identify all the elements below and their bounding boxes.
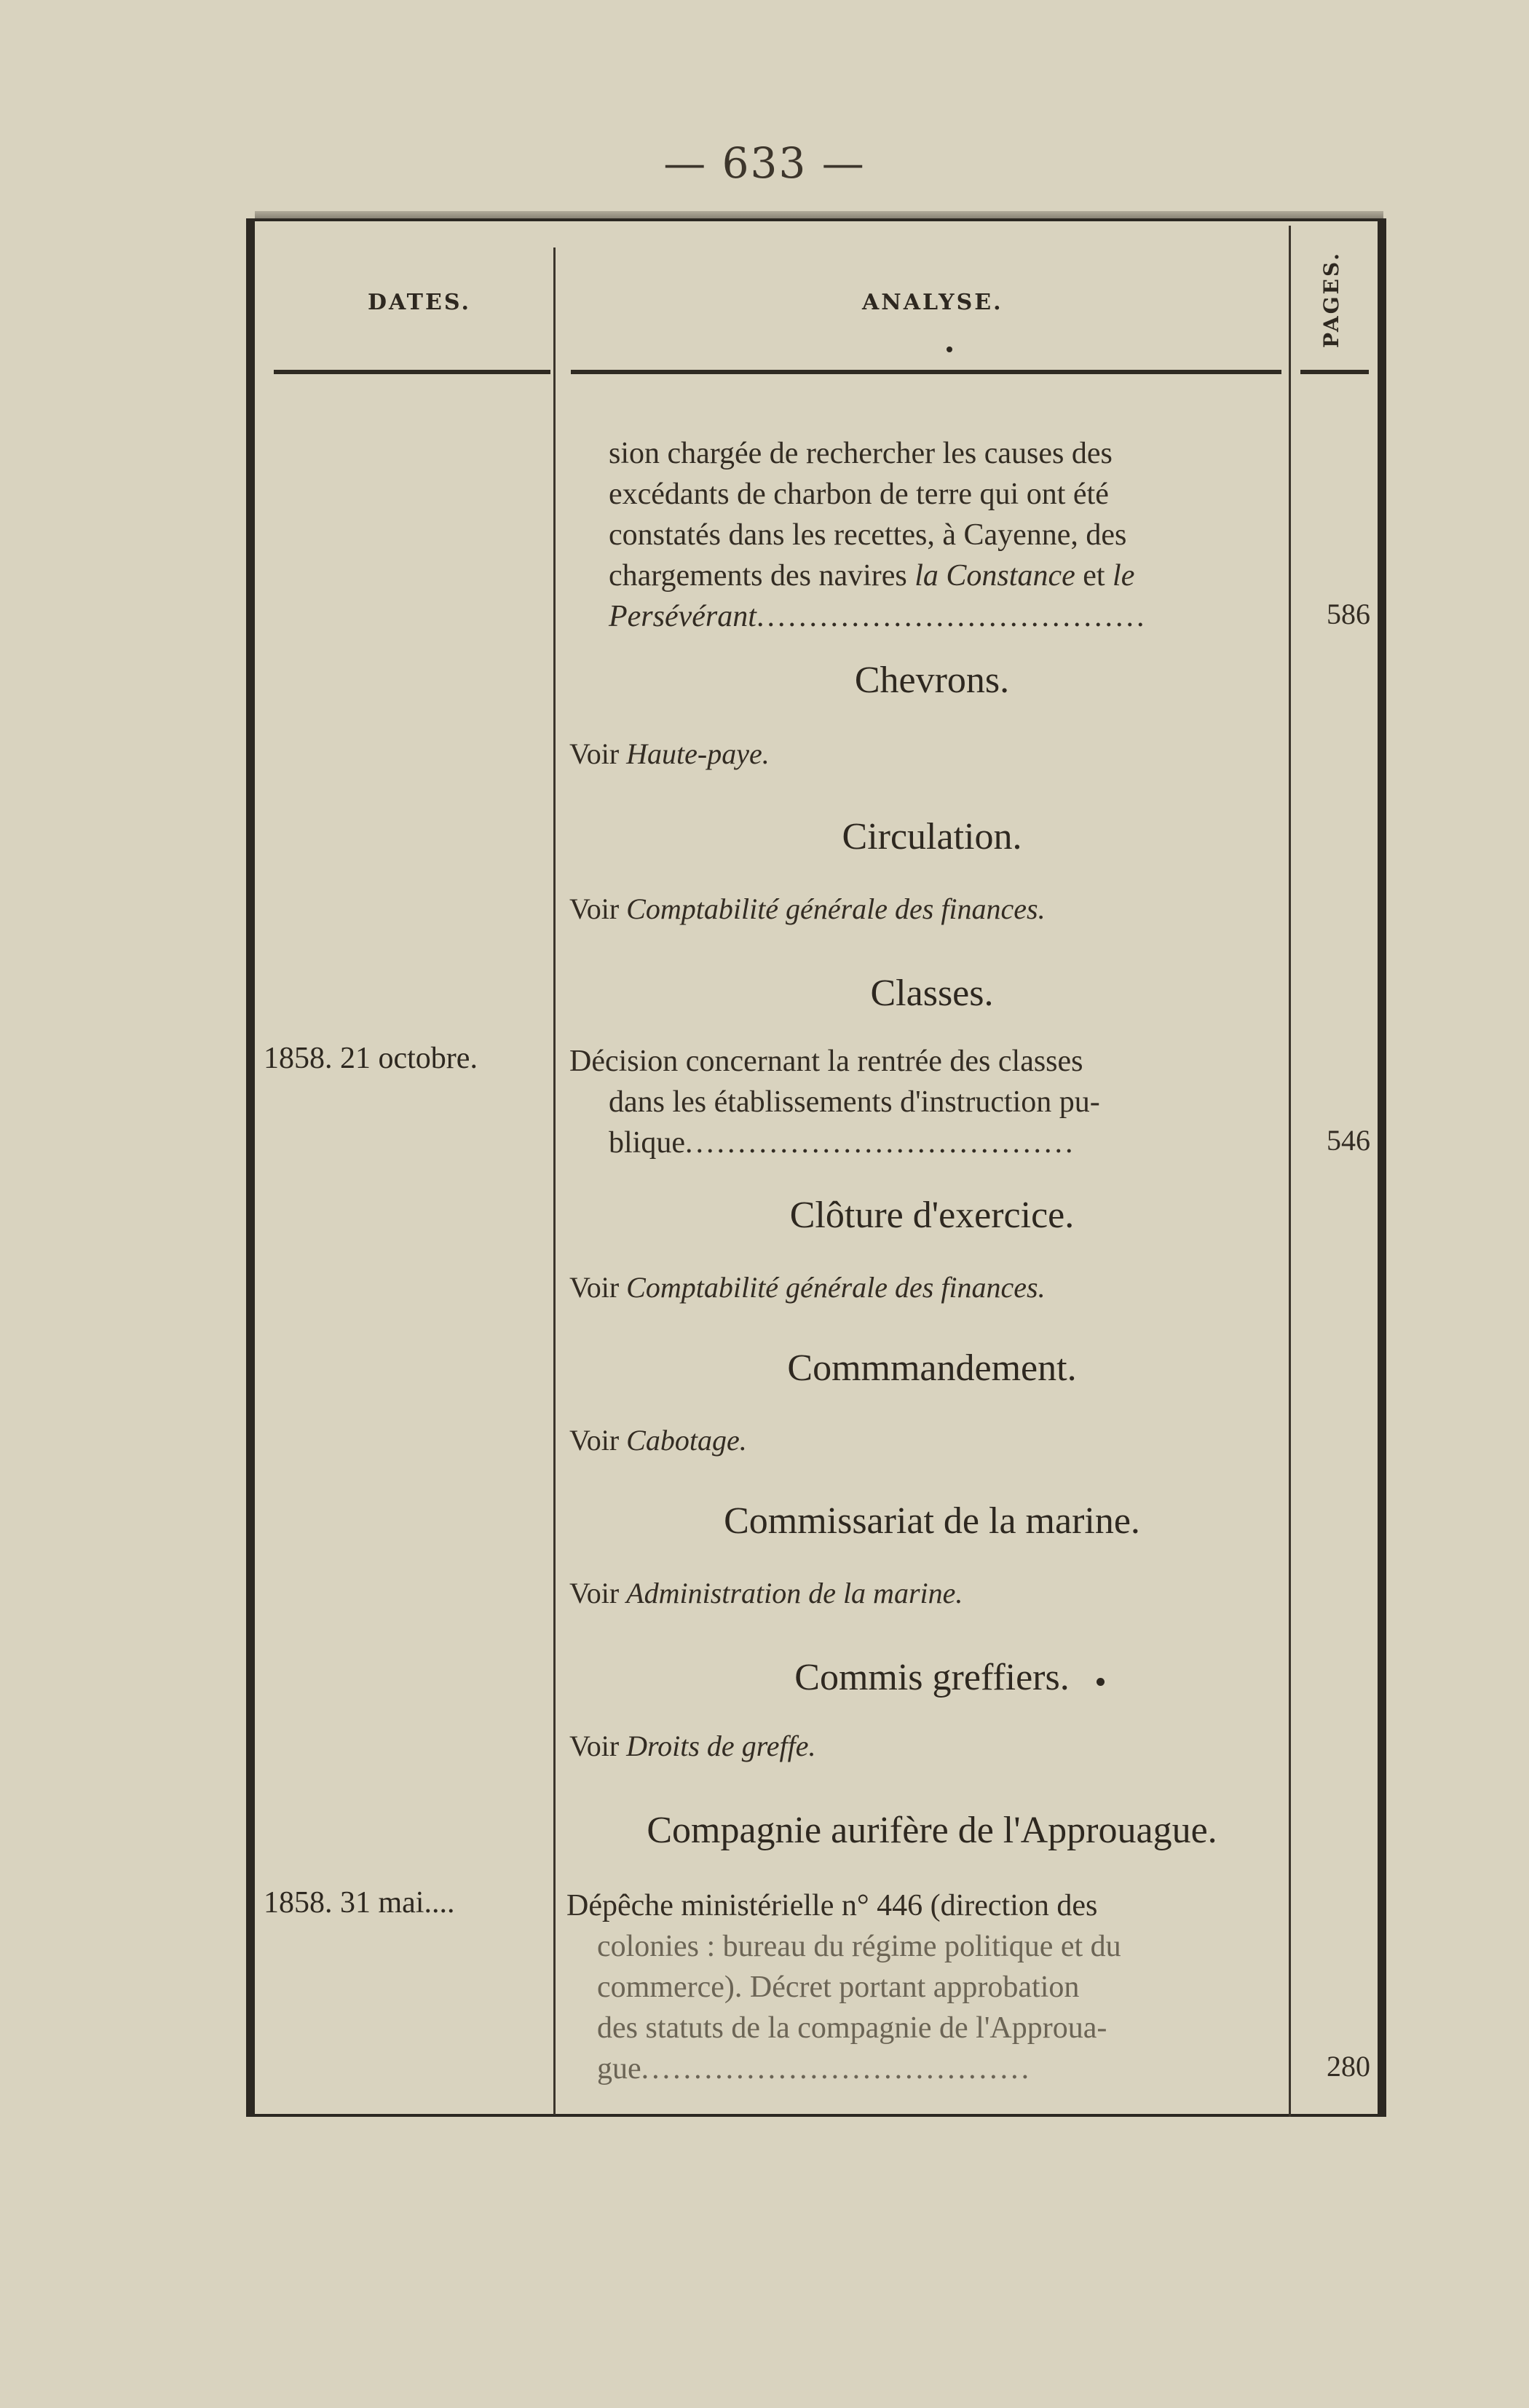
heading-greffiers: Commis greffiers. [794, 1657, 1070, 1698]
heading-cloture: Clôture d'exercice. [789, 1195, 1075, 1236]
header-rule-dates [274, 370, 550, 374]
voir-ref: Droits de greffe. [626, 1730, 816, 1762]
voir-chevrons [569, 737, 770, 771]
heading-commandement: Commmandement. [787, 1347, 1077, 1389]
approuague-page: 280 [1327, 2050, 1370, 2083]
heading-circulation: Circulation. [842, 816, 1022, 858]
voir-ref: Cabotage. [626, 1424, 747, 1457]
voir-label: Voir [569, 1424, 620, 1457]
heading-approuague: Compagnie aurifère de l'Approuague. [647, 1810, 1217, 1851]
header-dot [947, 346, 952, 352]
classes-page: 546 [1327, 1124, 1370, 1157]
carryover-page: 586 [1327, 598, 1370, 630]
leader-dots: ..................................... [641, 2052, 1032, 2086]
voir-label: Voir [569, 892, 620, 925]
carryover-line-2: excédants de charbon de terre qui ont été [609, 478, 1109, 511]
voir-label: Voir [569, 1271, 620, 1304]
approuague-line-2: colonies : bureau du régime politique et du [597, 1930, 1121, 1963]
classes-line-3-text: blique [609, 1126, 685, 1160]
leader-dots: ..................................... [756, 600, 1147, 633]
carryover-line-5 [609, 596, 1286, 637]
carryover-line-1: sion chargée de rechercher les causes des [609, 437, 1113, 470]
approuague-line-5-text: gue [597, 2052, 641, 2086]
voir-greffiers [569, 1729, 816, 1763]
voir-label: Voir [569, 1577, 620, 1609]
header-rule-pages [1300, 370, 1369, 374]
approuague-line-4: des statuts de la compagnie de l'Approua- [597, 2011, 1107, 2045]
carryover-line-4 [609, 555, 1286, 596]
heading-commissariat: Commissariat de la marine. [724, 1500, 1140, 1542]
voir-ref: Haute-paye. [626, 737, 770, 770]
classes-line-2: dans les établissements d'instruction pu- [609, 1085, 1100, 1119]
header-rule-analyse [571, 370, 1281, 374]
carryover-et: et [1083, 559, 1105, 593]
carryover-line-4-text: chargements des navires [609, 559, 907, 593]
date-classes: 1858. 21 octobre. [264, 1042, 478, 1075]
voir-ref: Comptabilité générale des finances. [626, 1271, 1046, 1304]
voir-label: Voir [569, 737, 620, 770]
voir-cloture [569, 1270, 1046, 1304]
page-number: — 633 — [663, 138, 866, 188]
header-dates: DATES. [368, 290, 471, 315]
heading-chevrons: Chevrons. [854, 660, 1010, 701]
heading-greffiers-dot [1097, 1678, 1105, 1686]
approuague-line-3: commerce). Décret portant approbation [597, 1971, 1080, 2004]
classes-line-3 [609, 1122, 1286, 1163]
approuague-line-1: Dépêche ministérielle n° 446 (direction des [566, 1889, 1098, 1922]
date-approuague: 1858. 31 mai.... [264, 1886, 455, 1920]
header-analyse: ANALYSE. [862, 290, 1003, 315]
voir-ref: Comptabilité générale des finances. [626, 892, 1046, 925]
approuague-line-5 [597, 2048, 1286, 2089]
carryover-ship-1: la Constance [914, 559, 1075, 593]
header-pages: PAGES. [1319, 251, 1343, 348]
carryover-line-3: constatés dans les recettes, à Cayenne, des [609, 518, 1127, 552]
voir-label: Voir [569, 1730, 620, 1762]
classes-line-1: Décision concernant la rentrée des classes [569, 1045, 1083, 1078]
leader-dots: ..................................... [684, 1126, 1076, 1160]
voir-commandement [569, 1423, 747, 1457]
column-divider-dates [553, 247, 556, 2115]
voir-circulation [569, 892, 1046, 926]
heading-classes: Classes. [870, 973, 994, 1014]
voir-ref: Administration de la marine. [626, 1577, 963, 1609]
voir-commissariat [569, 1576, 963, 1610]
carryover-ship-2: Persévérant [609, 600, 756, 633]
carryover-ship-2-prefix: le [1113, 559, 1135, 593]
